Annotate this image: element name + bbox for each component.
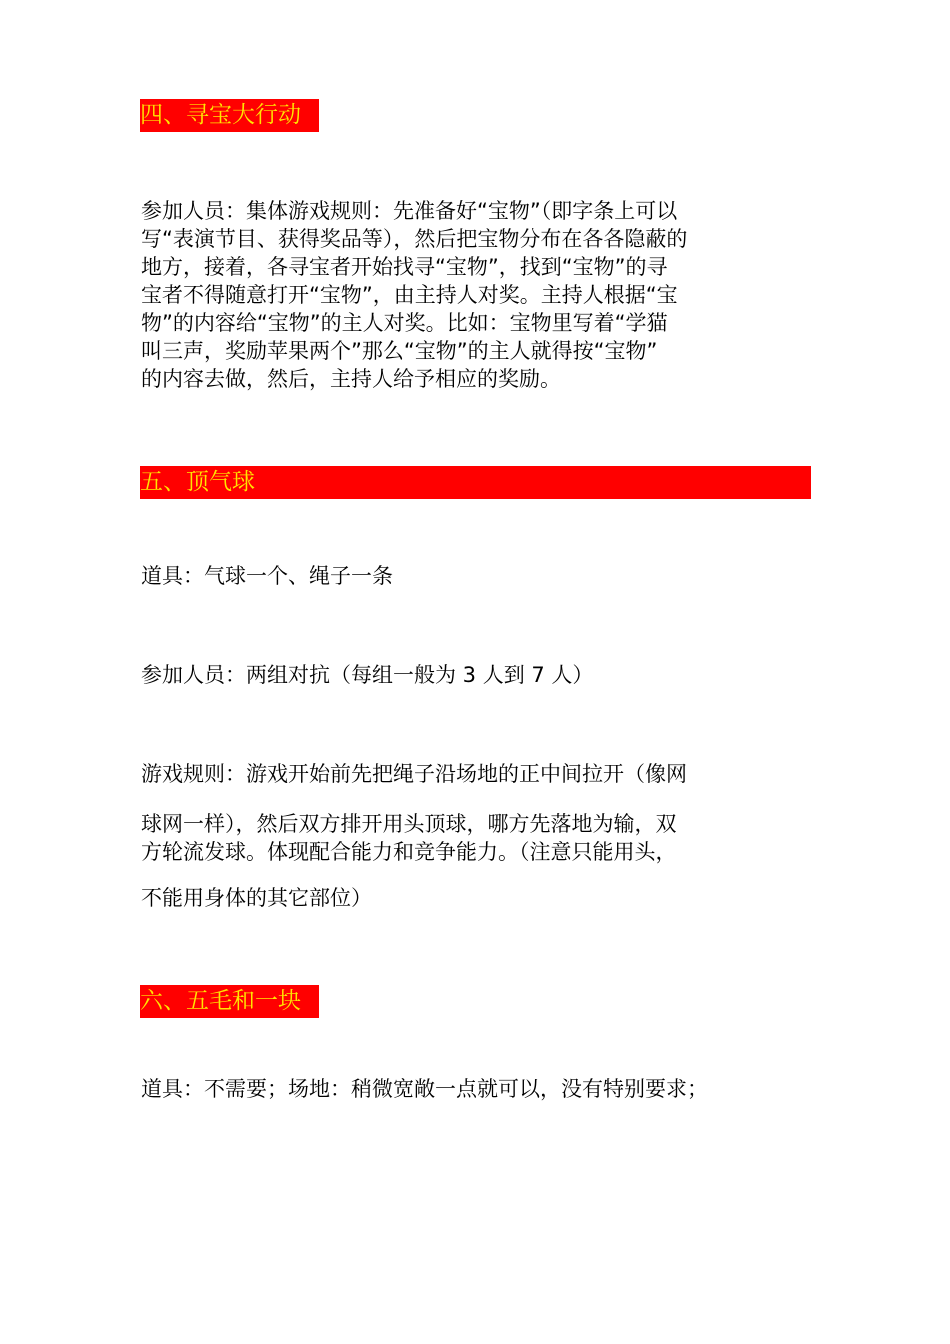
paragraph-line: 叫三声，奖励苹果两个”那么“宝物”的主人就得按“宝物” [141,339,658,363]
section-heading-balloon: 五、顶气球 [140,466,811,499]
treasure-hunt-paragraph [141,197,821,393]
paragraph-line: 方轮流发球。体现配合能力和竞争能力。（注意只能用头， [141,840,677,864]
fifty-cents-props-paragraph [141,1075,821,1103]
paragraph-line: 物”的内容给“宝物”的主人对奖。比如：宝物里写着“学猫 [141,311,668,335]
balloon-rules-paragraph [141,760,821,788]
paragraph-line: 写“表演节目、获得奖品等），然后把宝物分布在各各隐蔽的 [141,227,688,251]
paragraph-line: 参加人员：集体游戏规则：先准备好“宝物”（即字条上可以 [141,199,678,223]
paragraph-line: 道具：气球一个、绳子一条 [141,564,393,588]
paragraph-line: 道具：不需要；场地：稍微宽敞一点就可以，没有特别要求； [141,1077,708,1101]
paragraph-line: 球网一样），然后双方排开用头顶球，哪方先落地为输，双 [141,812,677,836]
section-heading-fifty-cents-and-one: 六、五毛和一块 [140,985,319,1018]
paragraph-line: 的内容去做，然后，主持人给予相应的奖励。 [141,367,561,391]
balloon-props-paragraph [141,562,821,590]
paragraph-line: 不能用身体的其它部位） [141,886,372,910]
section-heading-treasure-hunt: 四、寻宝大行动 [140,99,319,132]
balloon-participants-paragraph [141,661,821,689]
balloon-rules-note-paragraph [141,884,821,912]
balloon-rules-continued-paragraph [141,810,821,866]
paragraph-line: 地方，接着，各寻宝者开始找寻“宝物”，找到“宝物”的寻 [141,255,668,279]
paragraph-line: 宝者不得随意打开“宝物”，由主持人对奖。主持人根据“宝 [141,283,678,307]
paragraph-line: 参加人员：两组对抗（每组一般为 3 人到 7 人） [141,663,594,687]
paragraph-line: 游戏规则：游戏开始前先把绳子沿场地的正中间拉开（像网 [141,762,687,786]
